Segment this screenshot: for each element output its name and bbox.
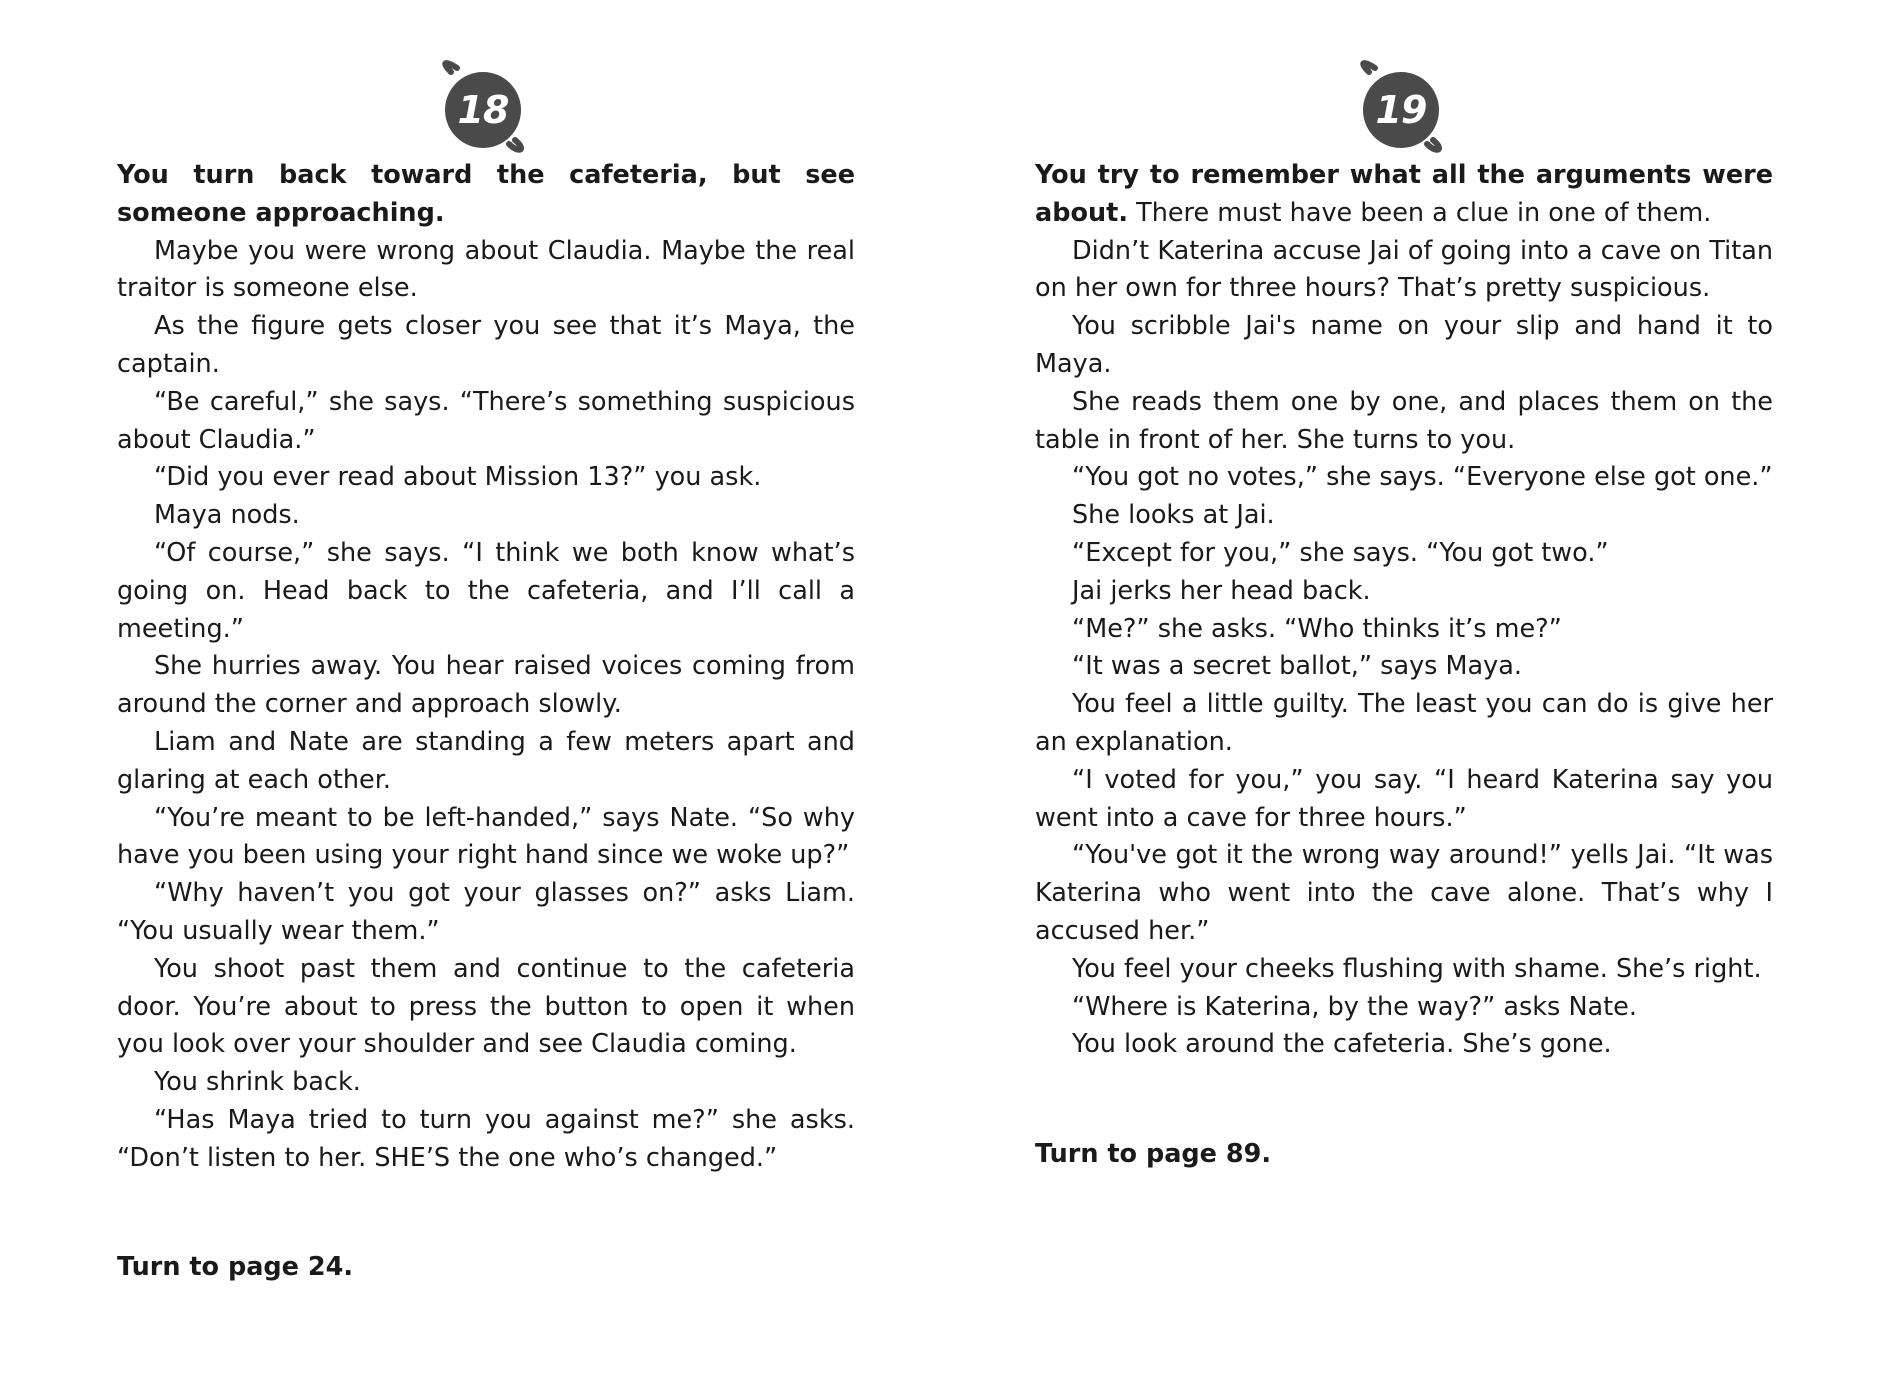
lead-bold-text: You try to remember what all the arguments were about. (1035, 160, 1773, 228)
paragraph: “Of course,” she says. “I think we both know what’s going on. Head back to the cafeteria, and I’ll call a meeting.” (117, 537, 855, 644)
paragraph: Maybe you were wrong about Claudia. Maybe the real traitor is someone else. (117, 235, 855, 304)
paragraph: “Be careful,” she says. “There’s something suspicious about Claudia.” (117, 386, 855, 455)
planet-icon (1357, 58, 1453, 154)
paragraph: “Did you ever read about Mission 13?” you ask. (154, 462, 762, 493)
paragraph: She hurries away. You hear raised voices coming from around the corner and approach slowly. (117, 651, 855, 720)
paragraph: “Why haven’t you got your glasses on?” asks Liam. “You usually wear them.” (117, 878, 855, 946)
paragraph: You shoot past them and continue to the cafeteria door. You’re about to press the button to open it when you look over your shoulder and see Claudia coming. (117, 953, 855, 1060)
paragraph: Maya nods. (154, 500, 300, 531)
paragraph: She looks at Jai. (1072, 500, 1275, 531)
paragraph: “Except for you,” she says. “You got two.” (1072, 537, 1609, 568)
paragraph: “You got no votes,” she says. “Everyone else got one.” (1072, 462, 1773, 493)
turn-to-page: Turn to page 24. (117, 1252, 353, 1282)
paragraph: You look around the cafeteria. She’s gone. (1072, 1029, 1612, 1060)
page-number: 18 (457, 88, 509, 132)
lead-paragraph (1035, 157, 1773, 233)
paragraph: Didn’t Katerina accuse Jai of going into a cave on Titan on her own for three hours? That’s pretty suspicious. (1035, 235, 1773, 304)
left-page (117, 0, 855, 1396)
planet-icon (439, 58, 535, 154)
paragraph: “You’re meant to be left-handed,” says Nate. “So why have you been using your right hand since we woke up?” (117, 802, 855, 871)
paragraph: Liam and Nate are standing a few meters apart and glaring at each other. (117, 726, 855, 795)
paragraph: As the figure gets closer you see that it’s Maya, the captain. (117, 311, 855, 379)
lead-paragraph (117, 157, 855, 233)
page-number: 19 (1375, 88, 1427, 132)
paragraph: “Me?” she asks. “Who thinks it’s me?” (1072, 613, 1562, 644)
page-text (117, 157, 855, 1178)
paragraph: You shrink back. (154, 1067, 361, 1098)
paragraph: “Has Maya tried to turn you against me?” she asks. “Don’t listen to her. SHE’S the one who’s changed.” (117, 1104, 855, 1173)
page-text (1035, 157, 1773, 1064)
right-page (1035, 0, 1773, 1396)
turn-to-page: Turn to page 89. (1035, 1139, 1271, 1169)
paragraph: Jai jerks her head back. (1072, 575, 1371, 606)
paragraph: She reads them one by one, and places them on the table in front of her. She turns to you. (1035, 386, 1773, 455)
paragraph: “Where is Katerina, by the way?” asks Nate. (1072, 991, 1637, 1022)
paragraph: “You've got it the wrong way around!” yells Jai. “It was Katerina who went into the cave alone. That’s why I accused her.” (1035, 840, 1773, 946)
lead-rest-text: There must have been a clue in one of them. (1128, 197, 1712, 228)
paragraph: You feel your cheeks flushing with shame. She’s right. (1072, 953, 1762, 984)
paragraph: You scribble Jai's name on your slip and hand it to Maya. (1035, 311, 1773, 379)
paragraph: “It was a secret ballot,” says Maya. (1072, 651, 1522, 682)
paragraph: “I voted for you,” you say. “I heard Katerina say you went into a cave for three hours.” (1035, 764, 1773, 833)
paragraph: You feel a little guilty. The least you can do is give her an explanation. (1035, 689, 1773, 757)
lead-bold-text: You turn back toward the cafeteria, but see someone approaching. (117, 160, 855, 228)
